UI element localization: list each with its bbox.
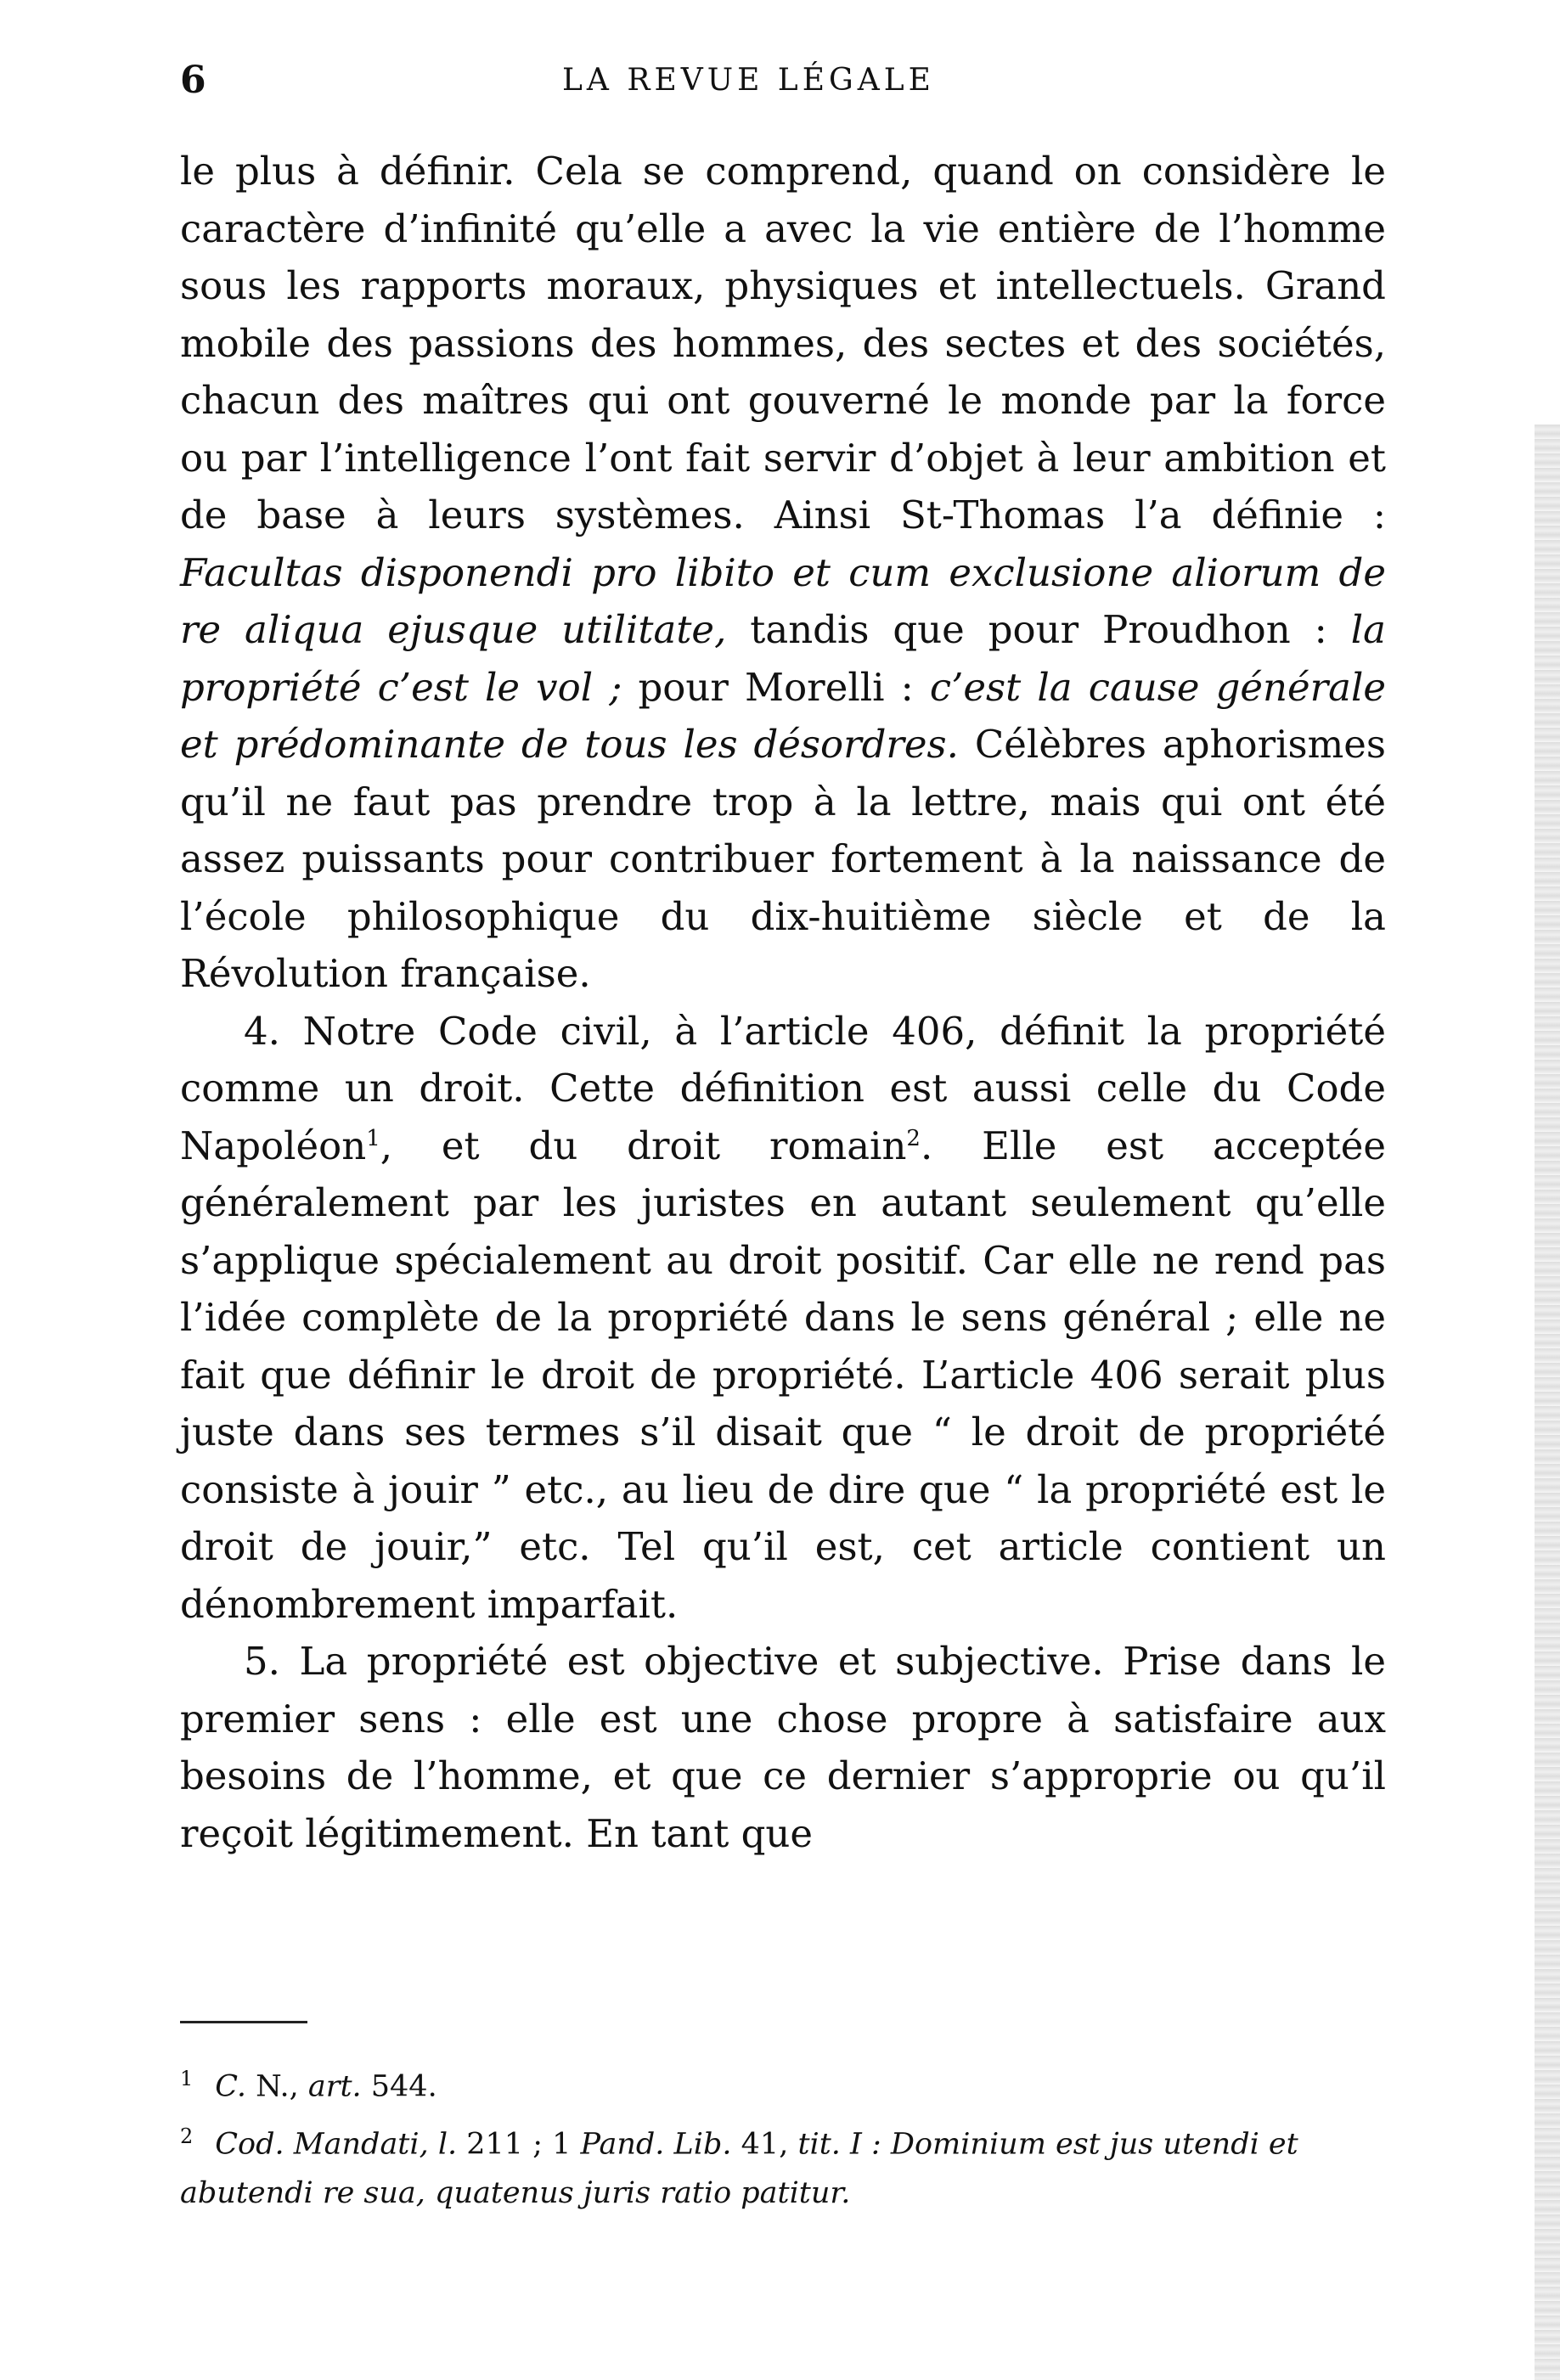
paragraph [180,143,1386,1003]
italic-text: Cod. Mandati, l. [215,2127,458,2162]
italic-text: c’est la cause générale et prédominante de tous les désordres. [180,664,1386,767]
footnote-ref: 1 [366,1125,380,1151]
footnote [180,2054,1386,2112]
italic-text: Pand. Lib. [580,2127,732,2162]
italic-text: Facultas disponendi pro libito et cum exclusione aliorum de re aliqua ejusque utilitate, [180,549,1386,652]
footnote [180,2112,1386,2219]
italic-text: tit. I : Dominium est jus utendi et abutendi re sua, quatenus juris ratio patitur. [180,2127,1298,2211]
footnotes [180,2021,1386,2218]
scan-edge [1535,425,1560,2380]
footnote-number: 2 [180,2124,194,2148]
text-segment: N., [245,2069,308,2104]
paragraph [180,1003,1386,1634]
text-segment: 544. [361,2069,437,2104]
italic-text: C. [215,2069,246,2104]
text-segment: 41, [731,2127,798,2162]
text-segment: pour Morelli : [622,664,930,710]
text-segment: , et du droit romain [380,1122,907,1168]
footnote-ref: 2 [906,1125,921,1151]
text-segment: 5. La propriété est objective et subjective. Prise dans le premier sens : elle est une chose propre à satisfaire aux besoins de l’homme, et que ce dernier s’approprie ou qu’il reçoit légitimement. En tant que [180,1639,1386,1856]
paragraph [180,1633,1386,1862]
text-segment: tandis que pour Proudhon : [726,607,1351,652]
text-segment: 211 ; 1 [457,2127,581,2162]
text-segment: 4. Notre Code civil, à l’article 406, définit la propriété comme un droit. Cette définition est aussi celle du Code Napoléon [180,1008,1386,1168]
text-segment: . Elle est acceptée généralement par les juristes en autant seulement qu’elle s’applique spécialement au droit positif. Car elle ne rend pas l’idée complète de la propriété dans le sens général ; elle ne fait que définir le droit de propriété. L’article 406 serait plus juste dans ses termes s’il disait que “ le droit de propriété consiste à jouir ” etc., au lieu de dire que “ la propriété est le droit de jouir,” etc. Tel qu’il est, cet article contient un dénombrement imparfait. [180,1122,1386,1627]
running-title: LA REVUE LÉGALE [562,63,935,98]
footnote-list [180,2054,1386,2218]
text-segment: Célèbres aphorismes qu’il ne faut pas prendre trop à la lettre, mais qui ont été assez puissants pour contribuer fortement à la naissance de l’école philosophique du dix-huitième siècle et de la Révolution française. [180,722,1386,996]
body-text [180,143,1386,1862]
page-number: 6 [180,59,206,102]
text-segment: le plus à définir. Cela se comprend, quand on considère le caractère d’infinité qu’elle a avec la vie entière de l’homme sous les rapports moraux, physiques et intellectuels. Grand mobile des passions des hommes, des sectes et des sociétés, chacun des maîtres qui ont gouverné le monde par la force ou par l’intelligence l’ont fait servir d’objet à leur ambition et de base à leurs systèmes. Ainsi St-Thomas l’a définie : [180,149,1386,537]
page-header [180,51,1386,110]
footnote-number: 1 [180,2067,194,2090]
italic-text: art. [307,2069,362,2104]
footnote-rule [180,2021,307,2023]
italic-text: la propriété c’est le vol ; [180,607,1386,710]
